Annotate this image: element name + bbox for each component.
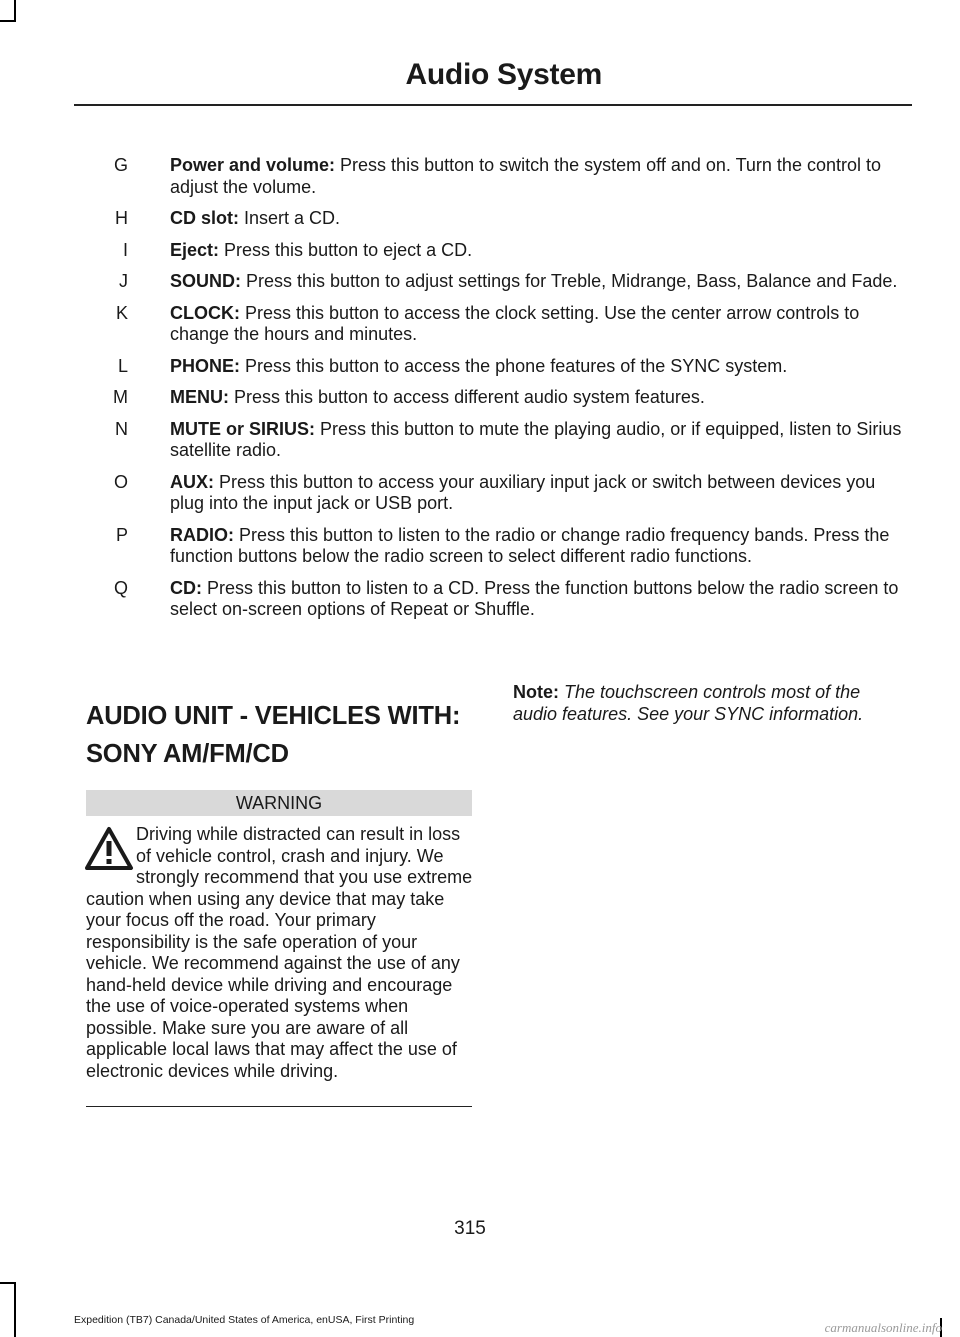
footer-text: Expedition (TB7) Canada/United States of America, enUSA, First Printing [74, 1314, 415, 1326]
item-term: MUTE or SIRIUS: [170, 418, 316, 439]
warning-text: Driving while distracted can result in loss of vehicle control, crash and injury. We strongly recommend that you use extreme caution when using any device that may take your focus off the road. Your primary responsibility is the safe operation of your vehicle. We recommend against the use of any hand-held device while driving and encourage the use of voice-operated systems when possible. Make sure you are aware of all applicable local laws that may affect the use of electronic devices while driving. [86, 824, 473, 1081]
section-title-line2: SONY AM/FM/CD [86, 740, 289, 768]
item-term: RADIO: [170, 524, 234, 545]
list-item [74, 240, 904, 262]
item-text: Press this button to adjust settings for Treble, Midrange, Bass, Balance and Fade. [241, 271, 898, 291]
warning-bottom-rule [86, 1106, 472, 1107]
item-letter: L [117, 355, 128, 376]
item-text: Insert a CD. [239, 208, 341, 228]
item-term: AUX: [170, 471, 214, 492]
item-term: CD slot: [170, 208, 239, 228]
item-text: Press this button to access the phone features of the SYNC system. [240, 355, 788, 376]
item-term: Eject: [170, 239, 220, 260]
crop-mark [14, 0, 16, 20]
item-term: CD: [170, 577, 202, 598]
list-item [74, 419, 904, 462]
item-term: PHONE: [170, 355, 241, 376]
page-header-title: Audio System [405, 58, 602, 91]
item-letter: J [119, 271, 128, 291]
list-item [74, 356, 904, 378]
list-item [74, 578, 904, 621]
note-label: Note: [513, 682, 559, 702]
item-text: Press this button to eject a CD. [219, 239, 473, 260]
item-letter: N [115, 418, 128, 439]
item-letter: M [113, 387, 128, 407]
item-term: SOUND: [170, 271, 241, 291]
crop-mark [0, 20, 16, 22]
item-text: Press this button to listen to a CD. Press the function buttons below the radio screen to select on-screen options of Repeat or Shuffle. [170, 577, 899, 619]
item-letter: G [113, 155, 128, 175]
page-number: 315 [454, 1218, 486, 1239]
item-letter: O [113, 471, 128, 492]
item-letter: H [115, 208, 128, 228]
note [513, 682, 893, 725]
header-divider [74, 104, 912, 106]
list-item [74, 525, 904, 568]
note-text: The touchscreen controls most of the audio features. See your SYNC information. [513, 682, 864, 724]
list-item [74, 271, 904, 293]
list-item [74, 303, 904, 346]
control-list [74, 155, 904, 631]
warning-label: WARNING [86, 790, 472, 816]
warning-text-block [86, 824, 474, 1082]
list-item [74, 472, 904, 515]
item-letter: Q [113, 577, 128, 598]
item-term: CLOCK: [170, 302, 240, 323]
item-text: Press this button to access your auxiliary input jack or switch between devices you plug into the input jack or USB port. [170, 471, 876, 513]
list-item [74, 387, 904, 409]
item-term: Power and volume: [170, 155, 336, 175]
item-letter: I [122, 239, 128, 260]
item-letter: K [115, 302, 128, 323]
crop-mark [0, 1282, 16, 1284]
item-text: Press this button to access the clock setting. Use the center arrow controls to change the hours and minutes. [170, 302, 860, 344]
watermark: carmanualsonline.info [824, 1320, 942, 1335]
item-text: Press this button to access different audio system features. [229, 387, 705, 407]
list-item [74, 208, 904, 230]
item-letter: P [115, 524, 128, 545]
item-text: Press this button to switch the system off and on. Turn the control to adjust the volume. [170, 155, 881, 197]
item-text: Press this button to listen to the radio or change radio frequency bands. Press the function buttons below the radio screen to select different radio functions. [170, 524, 890, 566]
item-term: MENU: [170, 387, 229, 407]
list-item [74, 155, 904, 198]
item-text: Press this button to mute the playing audio, or if equipped, listen to Sirius satellite radio. [170, 418, 902, 460]
section-title-line1: AUDIO UNIT - VEHICLES WITH: [86, 702, 461, 730]
crop-mark [14, 1282, 16, 1337]
